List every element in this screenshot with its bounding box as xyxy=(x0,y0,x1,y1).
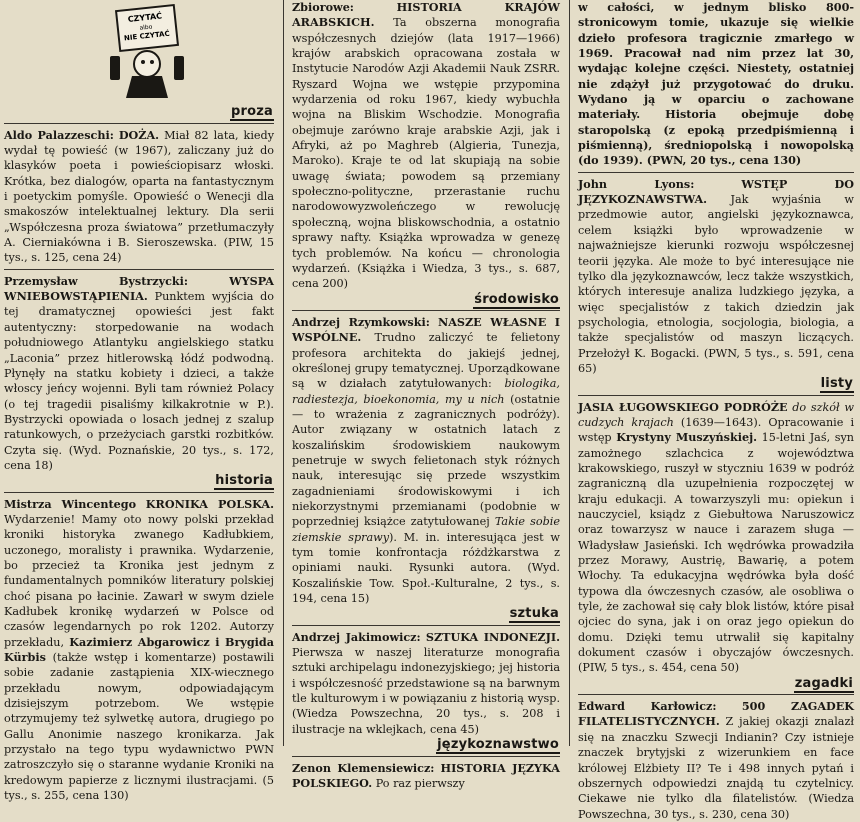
review-body: Jak wyjaśnia w przedmowie autor, angielski językoznawca, celem książki było wprowadzenie w najważniejsze kierunki rozwoju współczesnej teorii języka. Ale może to być interesujące nie tylko dla językoznawców, lecz także wszystkich, których interesuje analiza ludzkiego języka, a więc specjalistów z takich dziedzin jak psychologia, etnologia, socjologia, biologia, a także specjalistów od maszyn liczących. Przełożył K. Bogacki. (PWN, 5 tys., s. 591, cena 65) xyxy=(578,193,854,375)
author: Zenon Klemensiewicz: xyxy=(292,760,435,775)
review-body: Pierwsza w naszej literaturze monografia sztuki archipelagu indonezyjskiego; jej historia i współczesność przedstawione są na barwnym tle kulturowym i w powiązaniu z historią wysp. (Wiedza Powszechna, 20 tys., s. 208 i ilustracje na wklejkach, cena 45) xyxy=(292,646,560,736)
section-heading-zagadki: zagadki xyxy=(794,675,853,691)
book-title: WSTĘP DO JĘZYKOZNAWSTWA. xyxy=(578,176,854,207)
review-body: ). M. in. interesująca jest w tym tomie konfrontacja różdżkarstwa z opiniami nauki. Rysunki autora. (Wyd. Koszalińskie Tow. Społ.-Kulturalne, 2 tys., s. 194, cena 15) xyxy=(292,530,560,606)
divider xyxy=(4,123,274,124)
review-body: Wydarzenie! Mamy oto nowy polski przekład kroniki historyka zwanego Kadłubkiem, uczonego, moralisty i prawnika. Wydarzenie, bo przecież ta Kronika jest jednym z fundamentalnych pomników literatury polskiej choć pisana po łacinie. Zawarł w swym dziele Kadłubek kronikę wydarzeń w Polsce od czasów legendarnych po rok 1202. Autorzy przekładu, xyxy=(4,512,274,649)
review-body: Punktem wyjścia do tej dramatycznej opowieści jest fakt autentyczny: storpedowanie na wodach południowego Atlantyku angielskiego statku „Laconia” przez hitlerowską łódź podwodną. Płynęły na statku kobiety i dzieci, a także włoscy jeńcy wojenni. Byli tam również Polacy (o tej tragedii pisaliśmy kilkakrotnie w P.). Bystrzycki opowiada o losach jednej z szalup ratunkowych, o przeżyciach garstki rozbitków. Czyta się. (Wyd. Poznańskie, 20 tys., s. 172, cena 18) xyxy=(4,290,274,472)
book-years: (1639—1643). xyxy=(680,415,762,429)
editor-intro: Opracowanie i wstęp xyxy=(578,415,855,445)
section-heading-historia: historia xyxy=(215,473,273,489)
divider xyxy=(292,310,560,311)
book-subtitle: do szkół w cudzych krajach xyxy=(578,400,854,429)
review-body: Miał 82 lata, kiedy wydał tę powieść (w 1967), zaliczany już do klasyków poeta i powieściopisarz włoski. Krótka, bez dialogów, oparta na fantastycznym i poetyckim pomyśle. Opowieść o Wenecji dla smakoszów intelektualnej lektury. Dla serii „Współczesna proza światowa” przetłumaczyły A. Cierniakówna i B. Sieroszewska. (PIW, 15 tys., s. 125, cena 24) xyxy=(4,128,275,265)
review-karlowicz xyxy=(578,699,854,822)
section-heading-srodowisko: środowisko xyxy=(474,291,559,307)
author: Edward Karłowicz: xyxy=(578,699,717,714)
section-heading-listy: listy xyxy=(820,376,853,392)
section-names: biologika, radiestezja, bioekonomia, my u nich xyxy=(292,377,560,406)
author: Przemysław Bystrzycki: xyxy=(4,273,189,288)
divider xyxy=(578,172,854,173)
review-palazzeschi xyxy=(4,128,274,266)
book-title: NASZE WŁASNE I WSPÓLNE. xyxy=(292,314,560,345)
author: Andrzej Rzymkowski: xyxy=(292,314,430,329)
divider xyxy=(578,694,854,695)
review-body: (ostatnie — to wrażenia z zagranicznych podróży). Autor związany w ostatnich latach z koszalińskim środowiskiem naukowym penetruje w swych felietonach styk różnych nauk, interesując się przede wszystkim zagadnieniami środowiskowymi i ich niekorzystnymi przemianami (podobnie w poprzedniej książce zatytułowanej xyxy=(292,392,560,529)
review-bystrzycki xyxy=(4,274,274,473)
review-kronika xyxy=(4,497,274,804)
divider xyxy=(292,625,560,626)
review-lyons xyxy=(578,177,854,376)
divider xyxy=(4,269,274,270)
review-body: Trudno zaliczyć te felietony profesora architekta do jakiejś jednej, określonej grupy tematycznej. Uporządkowane są w działach zatytułowanych: xyxy=(292,331,560,391)
author: Zbiorowe: xyxy=(292,0,354,14)
column-rule xyxy=(283,0,284,746)
column-rule xyxy=(569,0,570,746)
section-heading-proza: proza xyxy=(231,104,273,120)
author: John Lyons: xyxy=(578,176,695,191)
previous-book: Takie sobie ziemskie sprawy xyxy=(292,515,560,544)
review-klemensiewicz xyxy=(292,761,560,792)
book-title: SZTUKA INDONEZJI. xyxy=(425,629,561,644)
book-title: KRONIKA POLSKA. xyxy=(145,496,274,511)
review-body: Z jakiej okazji znalazł się na znaczku Szwecji Indianin? Czy istnieje znaczek brytyjski z wizerunkiem en face królowej Elżbiety II? Te i 498 innych pytań i obszernych odpowiedzi znajdą tu czytelnicy. Ciekawe nie tylko dla filatelistów. (Wiedza Powszechna, 30 tys., s. 230, cena 30) xyxy=(578,715,854,821)
review-body: Ta obszerna monografia współczesnych dziejów (lata 1917—1966) krajów arabskich opracowana została w Instytucie Narodów Azji Akademii Nauk ZSRR. Ryszard Wojna we wstępie przypomina wydarzenia od roku 1967, kiedy wybuchła wojna na Bliskim Wschodzie. Monografia obejmuje zarówno kraje arabskie Azji, jak i Afryki, aż po Maghreb (Algieria, Tunezja, Maroko). Kraje te od lat skupiają na sobie uwagę świata; powodem są przemiany społeczno-polityczne, przerastanie ruchu narodowowyzwoleńczego w rewolucję społeczną, wojna bliskowschodnia, a ostatnio sprawy nafty. Książka wprowadza w genezę tych problemów. Na końcu — chronologia wydarzeń. (Książka i Wiedza, 3 tys., s. 687, cena 200) xyxy=(292,16,560,291)
svg-text:CZYTAĆ: CZYTAĆ xyxy=(127,11,163,24)
book-title: WYSPA WNIEBOWSTĄPIENIA. xyxy=(4,273,274,304)
review-body: Po raz pierwszy xyxy=(375,776,465,790)
divider xyxy=(4,492,274,493)
review-lugowski xyxy=(578,400,854,676)
translators: Kazimierz Abgarowicz i Brygida Kürbis xyxy=(4,634,275,665)
author: Mistrza Wincentego xyxy=(4,496,137,511)
editor: Krystyny Muszyńskiej. xyxy=(616,430,758,445)
review-kraje-arabskie xyxy=(292,0,560,292)
author: Aldo Palazzeschi: xyxy=(4,127,114,142)
book-title: HISTORIA JĘZYKA POLSKIEGO. xyxy=(292,760,560,790)
column-3 xyxy=(578,0,854,822)
review-body: w całości, w jednym blisko 800-stronicowym tomie, ukazuje się wielkie dzieło profesora tragicznie zmarłego w 1969. Pracował nad nim przez lat 30, wydając kolejne części. Niestety, ostatniej nie zdążył już przygotować do druku. Wydano ją w oparciu o zachowane materiały. Historia obejmuje dobę staropolską (z epoką przedpiśmienną i piśmienną), średniopolską i nowopolską (do 1939). (PWN, 20 tys., cena 130) xyxy=(578,0,854,168)
review-body: (także wstęp i komentarze) postawili sobie zadanie zastąpienia XIX-wiecznego przekładu nowym, odpowiadającym dzisiejszym potrzebom. We wstępie otrzymujemy też sylwetkę autora, drugiego po Gallu Anonimie naszego kronikarza. Jak przystało na tego typu wydawnictwo PWN zatroszczyło się o staranne wydanie Kroniki na kredowym papierze z licznymi ilustracjami. (5 tys., s. 255, cena 130) xyxy=(4,651,274,803)
section-heading-jezykoznawstwo: językoznawstwo xyxy=(437,737,559,753)
section-heading-sztuka: sztuka xyxy=(509,606,559,622)
svg-text:albo: albo xyxy=(139,23,153,32)
book-title: DOŻA. xyxy=(118,127,160,142)
book-title: HISTORIA KRAJÓW ARABSKICH. xyxy=(292,0,560,30)
review-jakimowicz xyxy=(292,630,560,737)
review-body: 15-letni Jaś, syn zamożnego szlachcica z województwa krakowskiego, ruszył w styczniu 1639 w podróż zagraniczną dla uzupełnienia rozpoczętej w kraju edukacji. A towarzyszyli mu: opiekun i nauczyciel, ksiądz z Giebułtowa Naruszowicz oraz towarzysz w nauce i zarazem sługa — Władysław Jasieński. Ich wędrówka prowadziła przez Morawy, Austrię, Bawarię, a potem Włochy. Ta edukacyjna wędrówka była dość typowa dla ówczesnych czasów, ale osobliwa o tyle, że zachował się cały blok listów, które pisał ojciec do syna, jak i on oraz jego opiekun do domu. Dzięki temu utrwalił się kapitalny dokument czasów i obyczajów ówczesnych. (PIW, 5 tys., s. 454, cena 50) xyxy=(578,431,854,675)
divider xyxy=(292,756,560,757)
reading-man-icon xyxy=(108,2,186,100)
book-title: 500 ZAGADEK FILATELISTYCZNYCH. xyxy=(578,699,854,729)
review-klemensiewicz-continued xyxy=(578,0,854,169)
svg-text:NIE CZYTAĆ: NIE CZYTAĆ xyxy=(123,29,171,43)
book-title: JASIA ŁUGOWSKIEGO PODRÓŻE xyxy=(578,399,788,414)
divider xyxy=(578,395,854,396)
column-1 xyxy=(4,0,274,803)
author: Andrzej Jakimowicz: xyxy=(292,629,421,644)
column-2 xyxy=(292,0,560,791)
review-rzymkowski xyxy=(292,315,560,607)
